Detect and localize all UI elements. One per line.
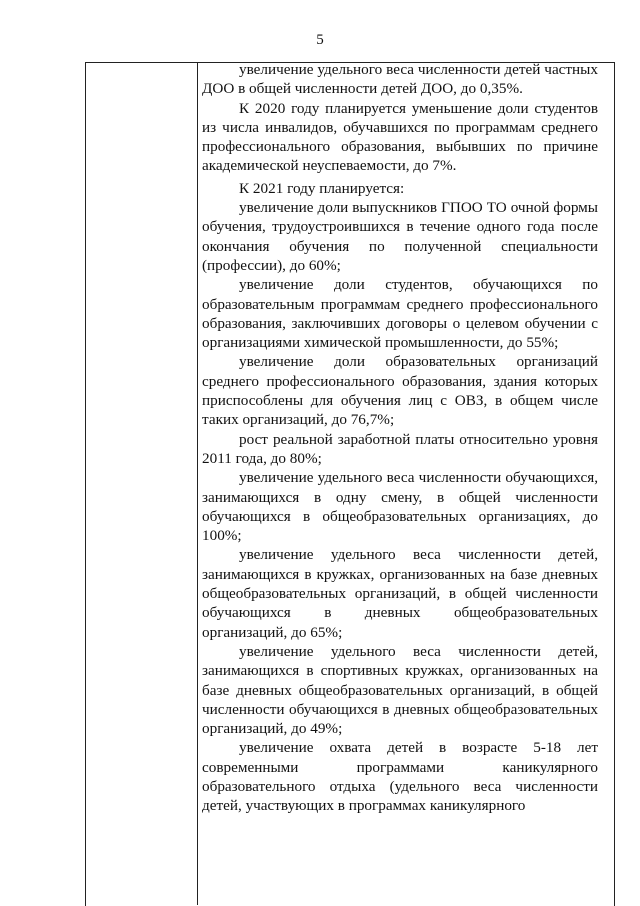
page-number: 5 bbox=[316, 32, 324, 48]
paragraph-holiday-programs: увеличение охвата детей в возрасте 5-18 лет современными программами каникулярного образовательного отдыха (удельного веса численности детей, участвующих в программах каникулярного bbox=[202, 739, 598, 815]
paragraph-2020-disabled-students: К 2020 году планируется уменьшение доли студентов из числа инвалидов, обучавшихся по программам среднего профессионального образования, выбывших по причине академической неуспеваемости, до 7%. bbox=[202, 99, 598, 175]
paragraph-sports-clubs: увеличение удельного веса численности детей, занимающихся в спортивных кружках, организованных на базе дневных общеобразовательных организаций, в общей численности обучающихся в дневных общеобразовательных организаций, до 49%; bbox=[202, 642, 598, 738]
table-right-cell bbox=[202, 60, 598, 816]
paragraph-accessible-buildings: увеличение доли образовательных организаций среднего профессионального образования, здания которых приспособлены для обучения лиц с ОВЗ, в общем числе таких организаций, до 76,7%; bbox=[202, 353, 598, 429]
paragraph-real-wage-growth: рост реальной заработной платы относительно уровня 2011 года, до 80%; bbox=[202, 430, 598, 467]
paragraph-private-preschool-share: увеличение удельного веса численности детей частных ДОО в общей численности детей ДОО, до 0,35%. bbox=[202, 61, 598, 98]
paragraph-graduate-employment: увеличение доли выпускников ГПОО ТО очной формы обучения, трудоустроившихся в течение одного года после окончания обучения по полученной специальности (профессии), до 60%; bbox=[202, 199, 598, 274]
paragraph-single-shift: увеличение удельного веса численности обучающихся, занимающихся в одну смену, в общей численности обучающихся в общеобразовательных организациях, до 100%; bbox=[202, 469, 598, 545]
paragraph-targeted-training: увеличение доли студентов, обучающихся по образовательным программам среднего профессионального образования, заключивших договоры о целевом обучении с организациями химической промышленности, до 55%; bbox=[202, 276, 598, 352]
table-column-divider bbox=[197, 62, 198, 905]
paragraph-2021-heading: К 2021 году планируется: bbox=[239, 179, 405, 197]
paragraph-clubs-participation: увеличение удельного веса численности детей, занимающихся в кружках, организованных на базе дневных общеобразовательных организаций, в общей численности обучающихся в дневных общеобразовательных организаций, до 65%; bbox=[202, 546, 598, 641]
